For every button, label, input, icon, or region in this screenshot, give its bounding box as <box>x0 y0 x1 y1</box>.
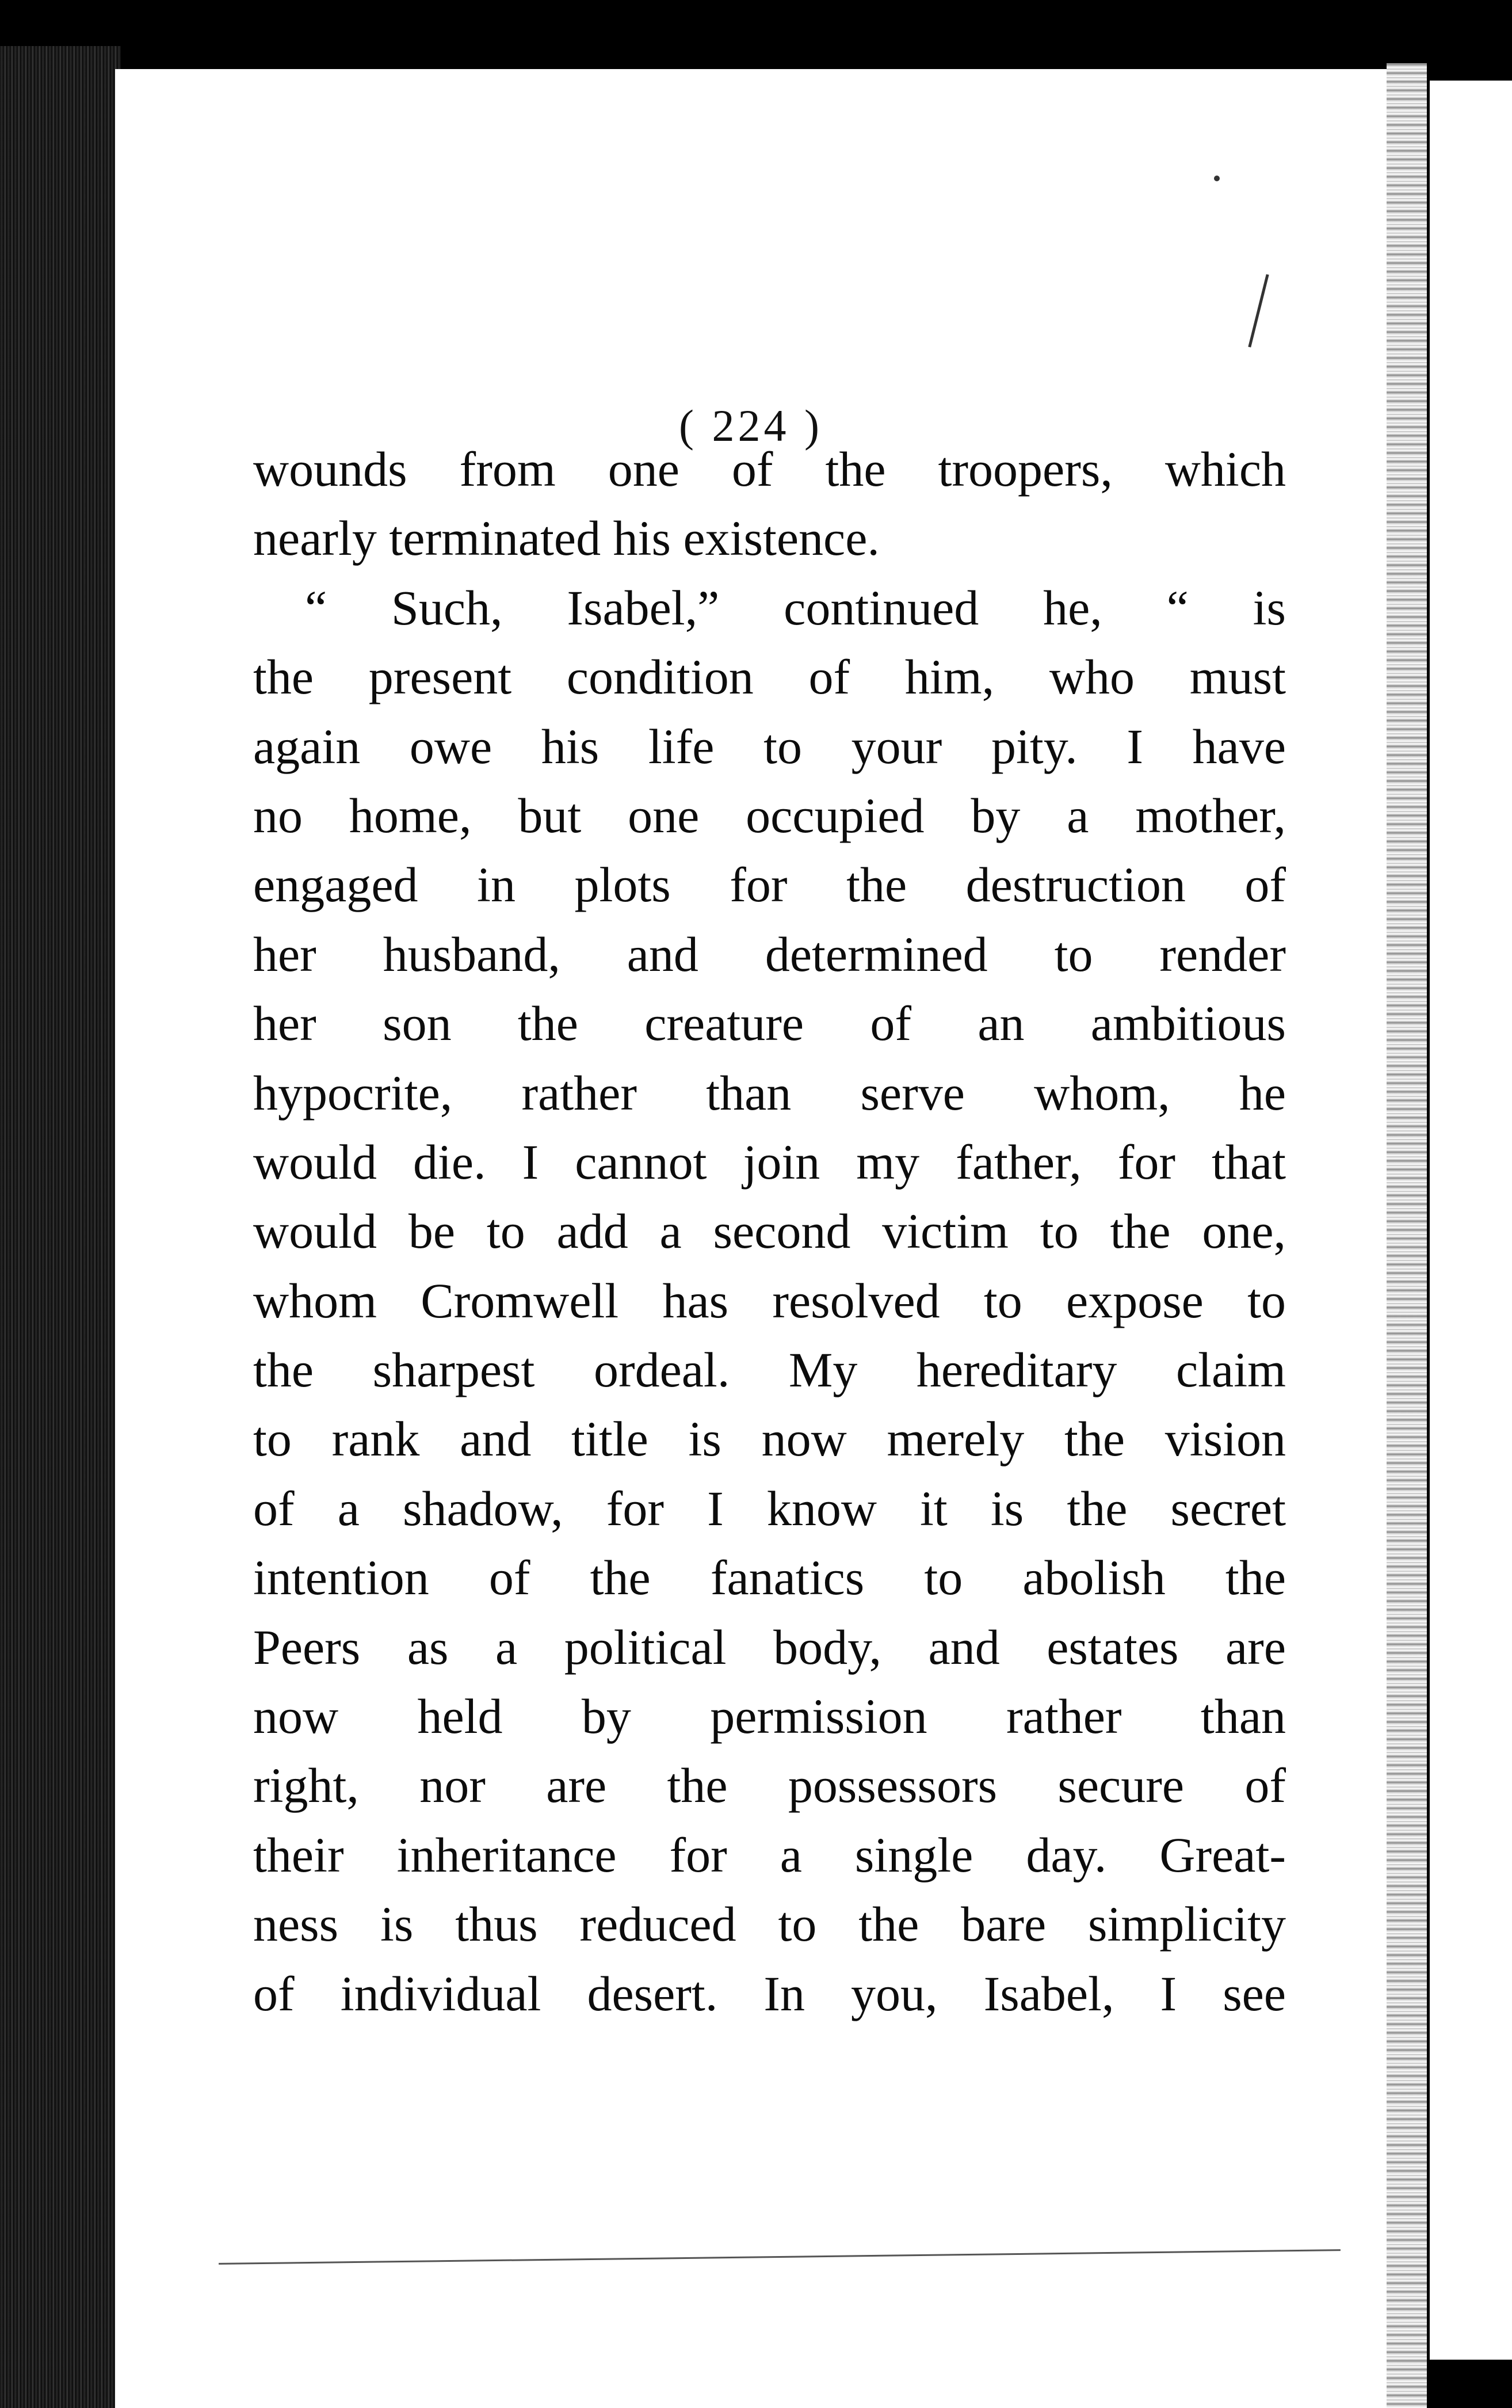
text-line: engaged in plots for the destruction of <box>253 857 1286 913</box>
text-line: the sharpest ordeal. My hereditary claim <box>253 1342 1286 1398</box>
text-line: no home, but one occupied by a mother, <box>253 787 1286 843</box>
text-line: her son the creature of an ambitious <box>253 996 1286 1051</box>
page-bottom-smudge-line <box>219 2249 1341 2265</box>
page-edge <box>1387 63 1427 2408</box>
text-line: hypocrite, rather than serve whom, he <box>253 1065 1286 1121</box>
speck <box>1214 176 1220 181</box>
text-line: the present condition of him, who must <box>253 649 1286 705</box>
page-number-header: ( 224 ) <box>679 401 823 451</box>
text-line: nearly terminated his existence. <box>253 510 880 566</box>
text-line: right, nor are the possessors secure of <box>253 1758 1286 1813</box>
pencil-mark <box>1248 274 1269 347</box>
body-text <box>253 435 1286 2028</box>
text-line: of individual desert. In you, Isabel, I see <box>253 1965 1286 2021</box>
text-line: intention of the fanatics to abolish the <box>253 1550 1286 1606</box>
text-line: now held by permission rather than <box>253 1689 1286 1744</box>
text-line: “ Such, Isabel,” continued he, “ is <box>305 580 1286 635</box>
text-line: whom Cromwell has resolved to expose to <box>253 1272 1286 1328</box>
next-page-edge <box>1430 81 1512 2360</box>
text-line: wounds from one of the troopers, which <box>253 441 1286 497</box>
text-line: would die. I cannot join my father, for that <box>253 1134 1286 1190</box>
text-line: again owe his life to your pity. I have <box>253 718 1286 774</box>
book-gutter <box>0 46 121 2408</box>
text-line: her husband, and determined to render <box>253 926 1286 982</box>
text-line: their inheritance for a single day. Great- <box>253 1827 1286 1883</box>
text-line: of a shadow, for I know it is the secret <box>253 1480 1286 1536</box>
text-line: Peers as a political body, and estates are <box>253 1619 1286 1675</box>
text-line: ness is thus reduced to the bare simplicity <box>253 1896 1286 1952</box>
text-line: would be to add a second victim to the one, <box>253 1203 1286 1259</box>
text-line: to rank and title is now merely the vision <box>253 1411 1286 1467</box>
